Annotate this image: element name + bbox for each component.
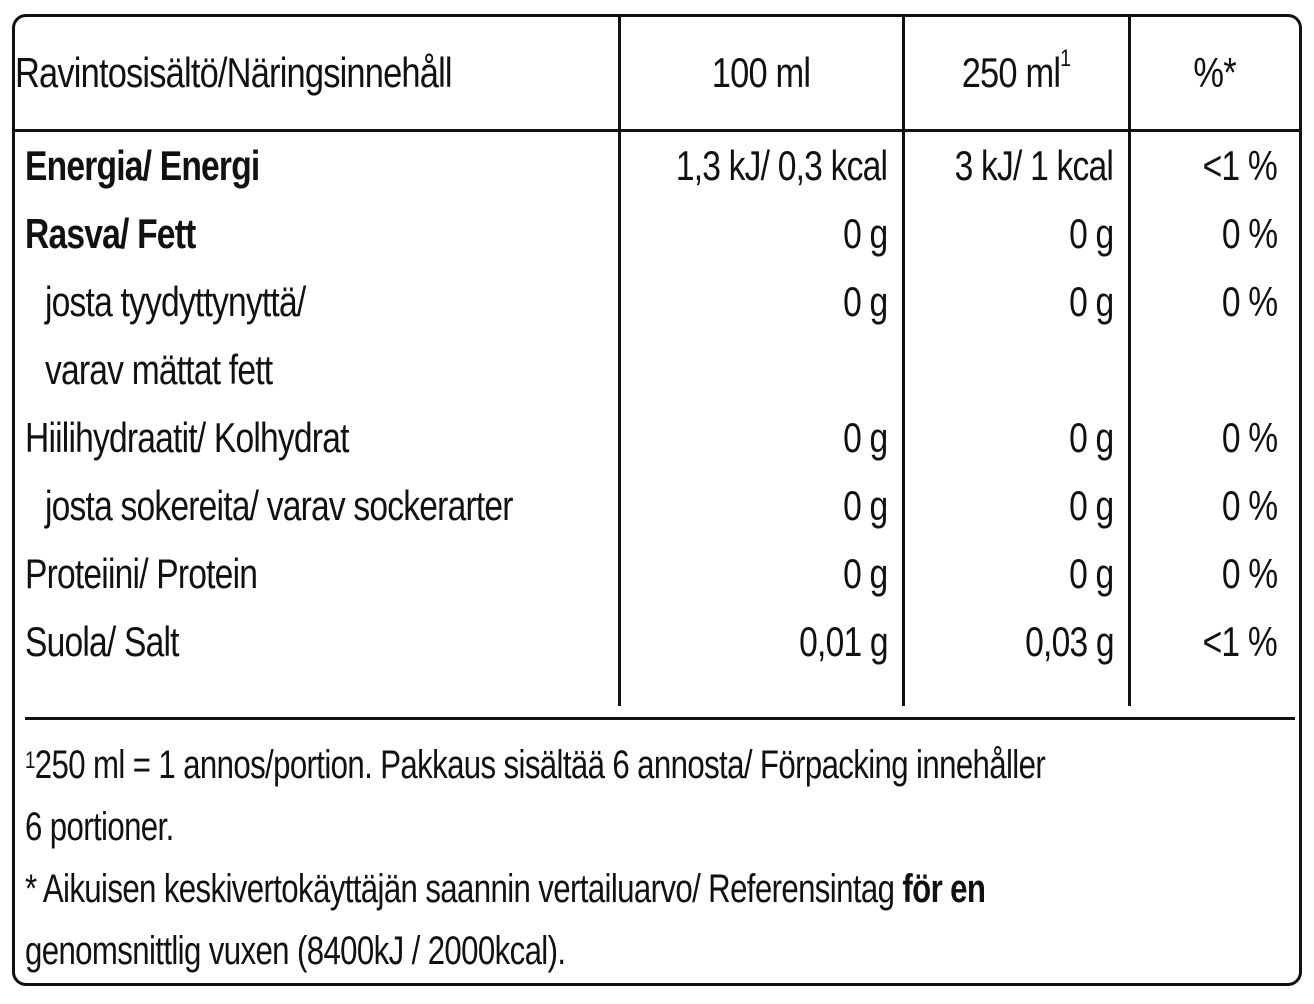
nutrition-label xyxy=(12,14,1302,986)
value-250ml xyxy=(905,336,1128,404)
value-percent: 0 % xyxy=(1221,210,1277,257)
nutrient-name: Hiilihydraatit/ Kolhydrat xyxy=(25,414,349,461)
footnote-reference-intake-cont: genomsnittlig vuxen (8400kJ / 2000kcal). xyxy=(25,929,566,973)
percent-ri-column xyxy=(1129,131,1299,707)
value-250ml: 0,03 g xyxy=(1024,618,1114,665)
footnote-marker: 1 xyxy=(1060,45,1071,72)
value-100ml: 0 g xyxy=(843,278,888,325)
table-body-row xyxy=(15,131,1299,707)
value-percent: 0 % xyxy=(1221,550,1277,597)
nutrient-name: varav mättat fett xyxy=(45,346,273,393)
header-per-250ml: 250 $ml^1$ xyxy=(923,17,1108,131)
per-100ml-column xyxy=(619,131,903,707)
value-100ml: 0 g xyxy=(843,210,888,257)
value-250ml: 0 g xyxy=(1069,550,1114,597)
value-250ml: 0 g xyxy=(1069,482,1114,529)
nutrient-name: Proteiini/ Protein xyxy=(25,550,258,597)
footnote-marker: 1 xyxy=(25,747,35,774)
value-percent xyxy=(1131,336,1300,404)
value-250ml: 3 kJ/ 1 kcal xyxy=(955,142,1114,189)
footnotes xyxy=(25,717,1295,982)
value-250ml: 0 g xyxy=(1069,210,1114,257)
value-100ml xyxy=(621,336,902,404)
value-250ml: 0 g xyxy=(1069,414,1114,461)
table-header-row xyxy=(15,17,1299,131)
value-100ml: 1,3 kJ/ 0,3 kcal xyxy=(676,142,888,189)
value-percent: 0 % xyxy=(1221,414,1277,461)
footnote-serving-cont: 6 portioner. xyxy=(25,805,174,849)
value-percent: <1 % xyxy=(1202,142,1277,189)
nutrition-table xyxy=(15,17,1299,706)
nutrient-name: Energia/ Energi xyxy=(25,142,260,189)
value-250ml: 0 g xyxy=(1069,278,1114,325)
value-100ml: 0 g xyxy=(843,482,888,529)
header-nutrient: Ravintosisältö/Näringsinnehåll xyxy=(15,17,510,131)
value-percent: 0 % xyxy=(1221,482,1277,529)
footnote-serving: $^1$250 ml = 1 annos/portion. Pakkaus sisältää 6 annosta/ Förpacking innehåller xyxy=(25,743,1046,787)
footnote-reference-intake: * Aikuisen keskivertokäyttäjän saannin vertailuarvo/ Referensintag för en xyxy=(25,867,986,911)
nutrient-name: josta sokereita/ varav sockerarter xyxy=(45,482,513,529)
value-100ml: 0 g xyxy=(843,414,888,461)
nutrient-name: josta tyydyttynyttä/ xyxy=(45,278,306,325)
value-percent: 0 % xyxy=(1221,278,1277,325)
per-250ml-column xyxy=(903,131,1129,707)
header-per-100ml: 100 ml xyxy=(645,17,878,131)
value-100ml: 0,01 g xyxy=(798,618,888,665)
value-percent: <1 % xyxy=(1202,618,1277,665)
header-percent-ri: %* xyxy=(1144,17,1283,131)
value-100ml: 0 g xyxy=(843,550,888,597)
nutrient-names-column xyxy=(15,131,619,707)
nutrient-name: Rasva/ Fett xyxy=(25,210,196,257)
nutrient-name: Suola/ Salt xyxy=(25,618,179,665)
